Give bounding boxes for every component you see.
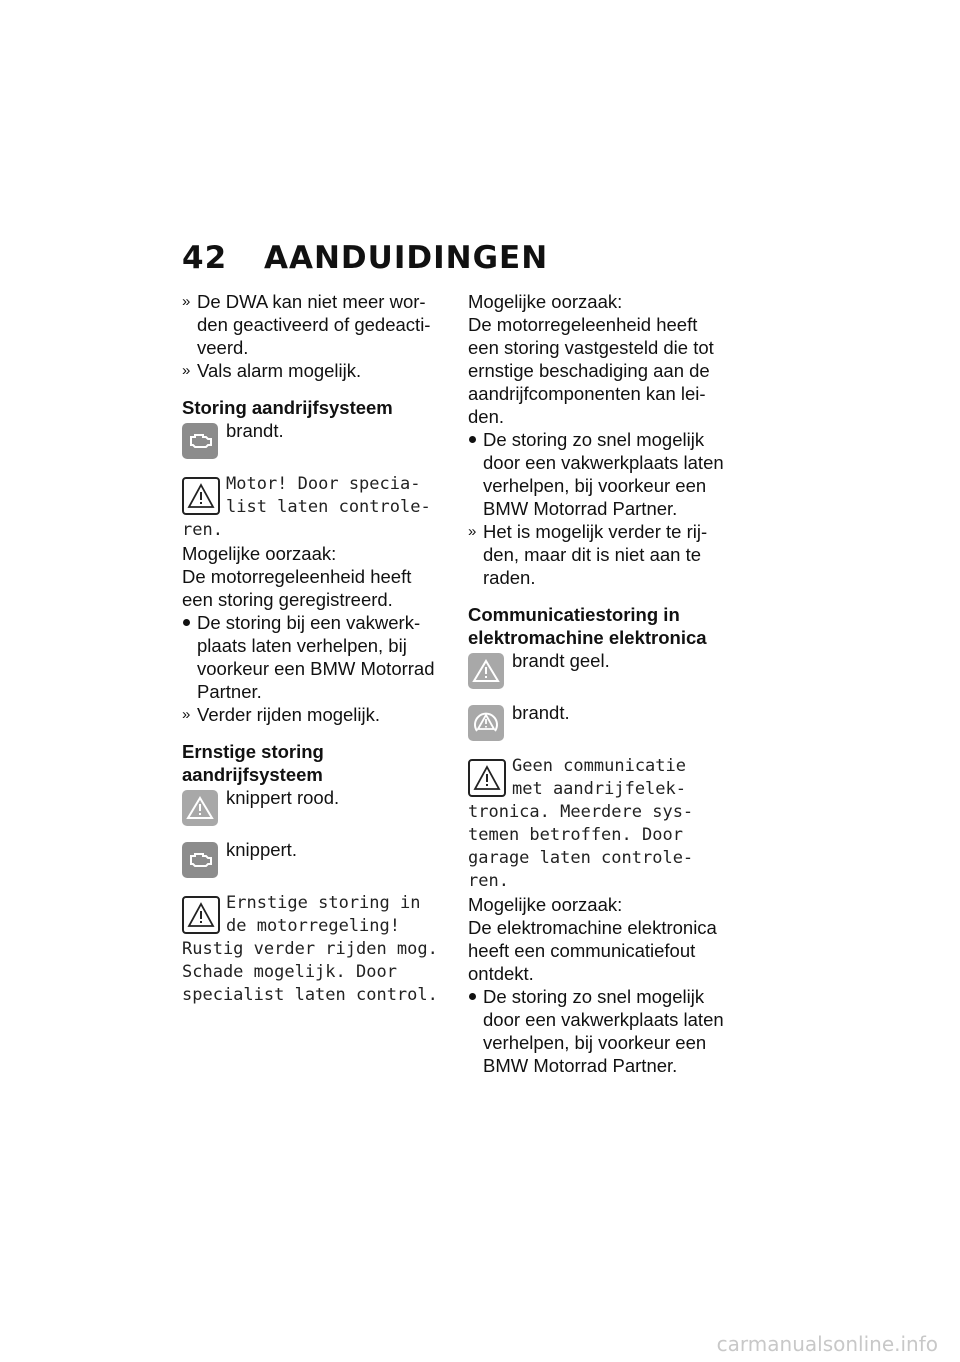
arrow-icon: »: [182, 706, 191, 723]
indicator-row: knippert rood.: [182, 786, 444, 834]
indicator-row: brandt.: [182, 419, 444, 467]
cause-text: De elektromachine elektronica heeft een communicatiefout ontdekt.: [468, 917, 717, 984]
cause-label: Mogelijke oorzaak:: [182, 543, 337, 564]
warning-triangle-icon: [468, 759, 506, 797]
indicator-row: knippert.: [182, 838, 444, 886]
engine-warning-icon: [182, 423, 218, 459]
cause-text: De motorregeleenheid heeft een storing vastgesteld die tot ernstige beschadiging aan de aandrijfcomponenten kan lei-den.: [468, 314, 714, 427]
cause-label: Mogelijke oorzaak:: [468, 291, 623, 312]
indicator-row: brandt geel.: [468, 649, 730, 697]
arrow-icon: »: [468, 523, 477, 540]
list-item: » De DWA kan niet meer wor-den geactiveerd of gedeacti-veerd.: [182, 291, 431, 358]
list-item: De storing zo snel mogelijk door een vakwerkplaats laten verhelpen, bij voorkeur een BMW Motorrad Partner.: [468, 985, 730, 1077]
drive-warning-icon: [468, 705, 504, 741]
warning-triangle-icon: [182, 477, 220, 515]
warning-message: Geen communicatie met aandrijfelek- tronica. Meerdere sys-temen betroffen. Door garage laten controle-ren.: [468, 756, 694, 891]
bullet-icon: [183, 619, 190, 626]
left-column: [182, 290, 444, 1007]
indicator-row: brandt.: [468, 701, 730, 749]
page-number: 42: [182, 240, 228, 276]
list-item: De storing bij een vakwerk-plaats laten verhelpen, bij voorkeur een BMW Motorrad Partner.: [182, 611, 444, 703]
warning-triangle-icon: [468, 653, 504, 689]
list-item: » Verder rijden mogelijk.: [182, 704, 381, 725]
warning-triangle-icon: [182, 790, 218, 826]
section-heading: Ernstige storing aandrijfsysteem: [182, 741, 324, 785]
bullet-icon: [469, 993, 476, 1000]
page-header: [182, 240, 548, 276]
right-column: [468, 290, 730, 1077]
arrow-icon: »: [182, 362, 191, 379]
list-item: » Het is mogelijk verder te rij-den, maar dit is niet aan te raden.: [468, 521, 708, 588]
cause-label: Mogelijke oorzaak:: [468, 894, 623, 915]
page-title: AANDUIDINGEN: [264, 240, 549, 276]
warning-triangle-icon: [182, 896, 220, 934]
warning-message: Motor! Door specia- list laten controle- ren.: [182, 474, 431, 540]
engine-warning-icon: [182, 842, 218, 878]
bullet-icon: [469, 436, 476, 443]
list-item: De storing zo snel mogelijk door een vakwerkplaats laten verhelpen, bij voorkeur een BMW Motorrad Partner.: [468, 428, 730, 520]
arrow-icon: »: [182, 293, 191, 310]
warning-message: Ernstige storing in de motorregeling! Rustig verder rijden mog. Schade mogelijk. Door specialist laten control.: [182, 893, 438, 1005]
section-heading: Storing aandrijfsysteem: [182, 397, 393, 418]
watermark: carmanualsonline.info: [716, 1332, 938, 1356]
section-heading: Communicatiestoring in elektromachine elektronica: [468, 604, 707, 648]
cause-text: De motorregeleenheid heeft een storing geregistreerd.: [182, 566, 412, 610]
list-item: » Vals alarm mogelijk.: [182, 360, 362, 381]
